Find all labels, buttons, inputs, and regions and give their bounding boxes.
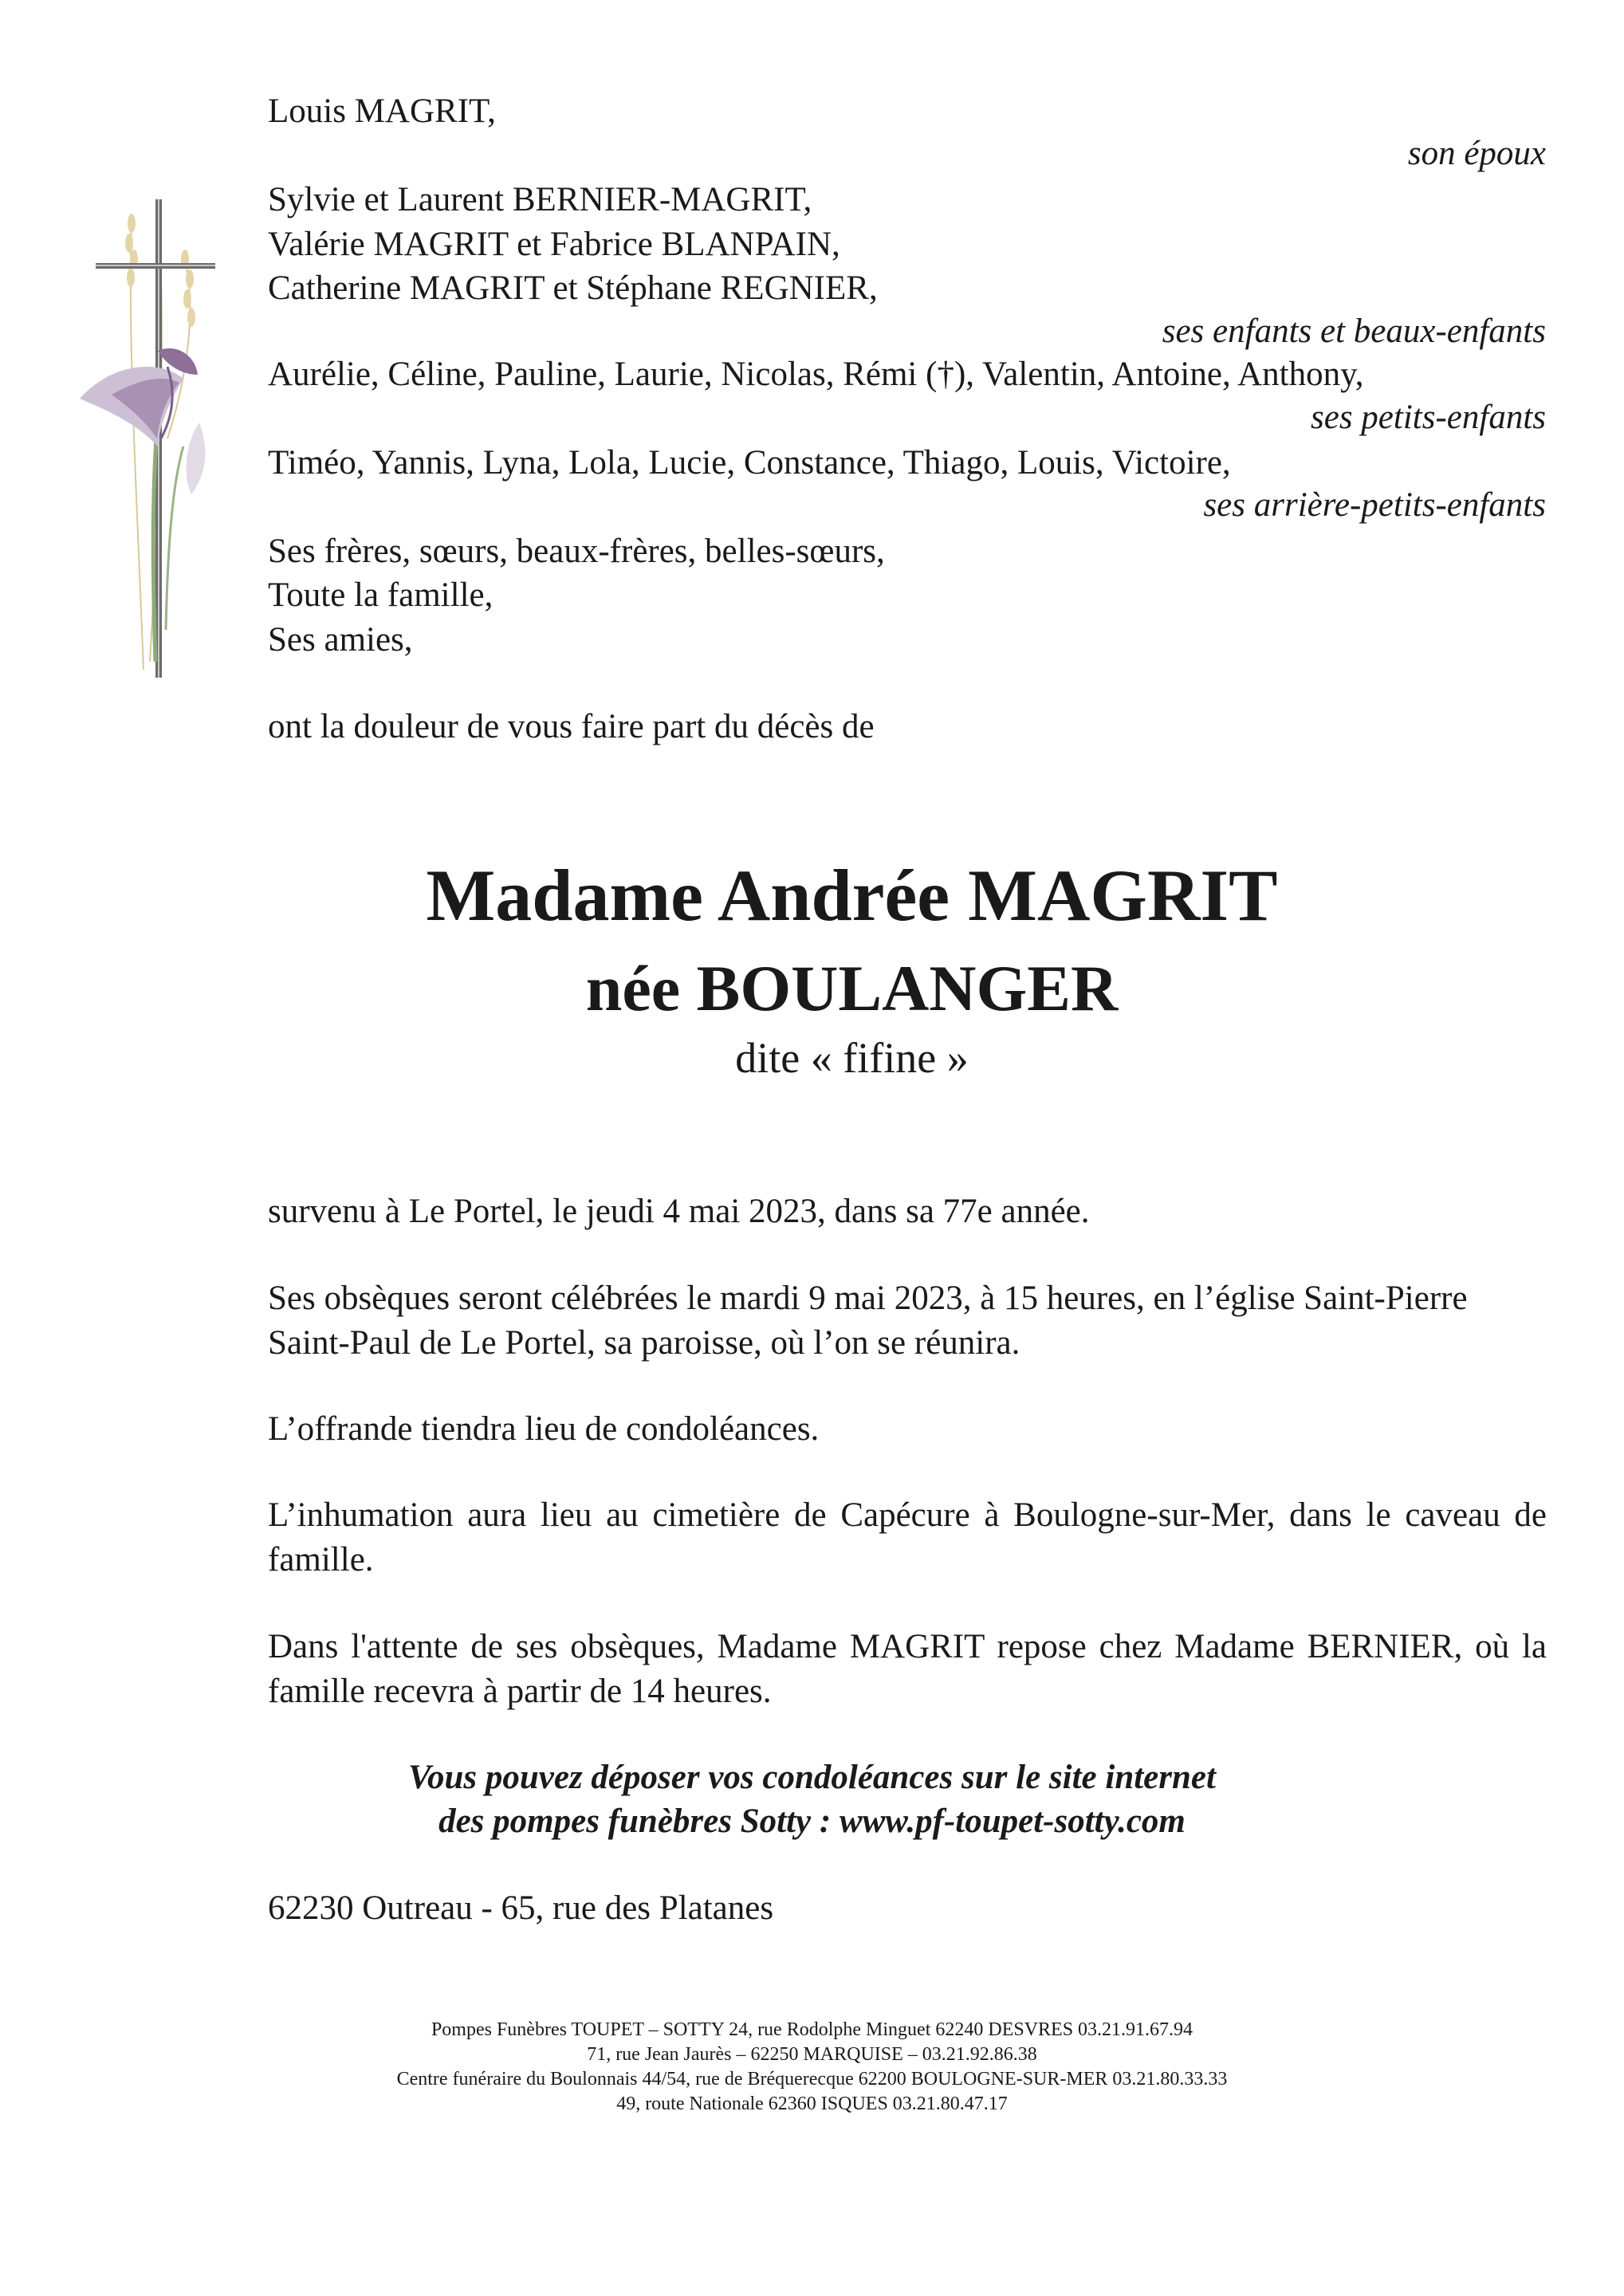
spouse-name: Louis MAGRIT, bbox=[268, 92, 496, 130]
children-name-1: Sylvie et Laurent BERNIER-MAGRIT, bbox=[268, 181, 812, 218]
grandchildren-names: Aurélie, Céline, Pauline, Laurie, Nicolas, Rémi (†), Valentin, Antoine, Anthony, bbox=[268, 356, 1364, 393]
death-info: survenu à Le Portel, le jeudi 4 mai 2023, dans sa 77e année. bbox=[268, 1193, 1090, 1230]
condolences-line-2[interactable]: des pompes funèbres Sotty : www.pf-toupet-sotty.com bbox=[438, 1803, 1186, 1840]
children-name-3: Catherine MAGRIT et Stéphane REGNIER, bbox=[268, 269, 878, 307]
footer-line-2: 71, rue Jean Jaurès – 62250 MARQUISE – 03.21.92.86.38 bbox=[587, 2044, 1037, 2065]
great-grandchildren-names: Timéo, Yannis, Lyna, Lola, Lucie, Constance, Thiago, Louis, Victoire, bbox=[268, 444, 1231, 482]
deceased-maiden-name: née BOULANGER bbox=[585, 952, 1119, 1024]
footer-line-1: Pompes Funèbres TOUPET – SOTTY 24, rue Rodolphe Minguet 62240 DESVRES 03.21.91.67.94 bbox=[431, 2019, 1193, 2040]
friends-line: Ses amies, bbox=[268, 621, 413, 659]
offering-info: L’offrande tiendra lieu de condoléances. bbox=[268, 1410, 820, 1448]
announcement: ont la douleur de vous faire part du décès de bbox=[268, 708, 875, 745]
funeral-info: Ses obsèques seront célébrées le mardi 9 mai 2023, à 15 heures, en l’église Saint-Pierre Saint-Paul de Le Portel, sa paroisse, où l’on se réunira. bbox=[268, 1280, 1468, 1362]
burial-info: L’inhumation aura lieu au cimetière de Capécure à Boulogne-sur-Mer, dans le caveau de famille. bbox=[268, 1496, 1547, 1578]
children-name-2: Valérie MAGRIT et Fabrice BLANPAIN, bbox=[268, 226, 840, 263]
footer-line-4: 49, route Nationale 62360 ISQUES 03.21.80.47.17 bbox=[616, 2094, 1008, 2114]
footer-line-3: Centre funéraire du Boulonnais 44/54, rue de Bréquerecque 62200 BOULOGNE-SUR-MER 03.21.80.33.33 bbox=[396, 2069, 1228, 2090]
wake-info: Dans l'attente de ses obsèques, Madame MAGRIT repose chez Madame BERNIER, où la famille recevra à partir de 14 heures. bbox=[268, 1628, 1547, 1710]
grandchildren-role: ses petits-enfants bbox=[1311, 399, 1546, 436]
children-role: ses enfants et beaux-enfants bbox=[1162, 313, 1546, 350]
address: 62230 Outreau - 65, rue des Platanes bbox=[268, 1889, 774, 1927]
deceased-name: Madame Andrée MAGRIT bbox=[426, 855, 1278, 936]
deceased-nickname: dite « fifine » bbox=[735, 1034, 969, 1082]
cross-lily-icon bbox=[64, 183, 247, 686]
siblings-line: Ses frères, sœurs, beaux-frères, belles-sœurs, bbox=[268, 533, 885, 570]
spouse-role: son époux bbox=[1407, 135, 1546, 172]
great-grandchildren-role: ses arrière-petits-enfants bbox=[1203, 486, 1546, 524]
family-line: Toute la famille, bbox=[268, 576, 493, 614]
condolences-line-1: Vous pouvez déposer vos condoléances sur le site internet bbox=[408, 1759, 1216, 1796]
